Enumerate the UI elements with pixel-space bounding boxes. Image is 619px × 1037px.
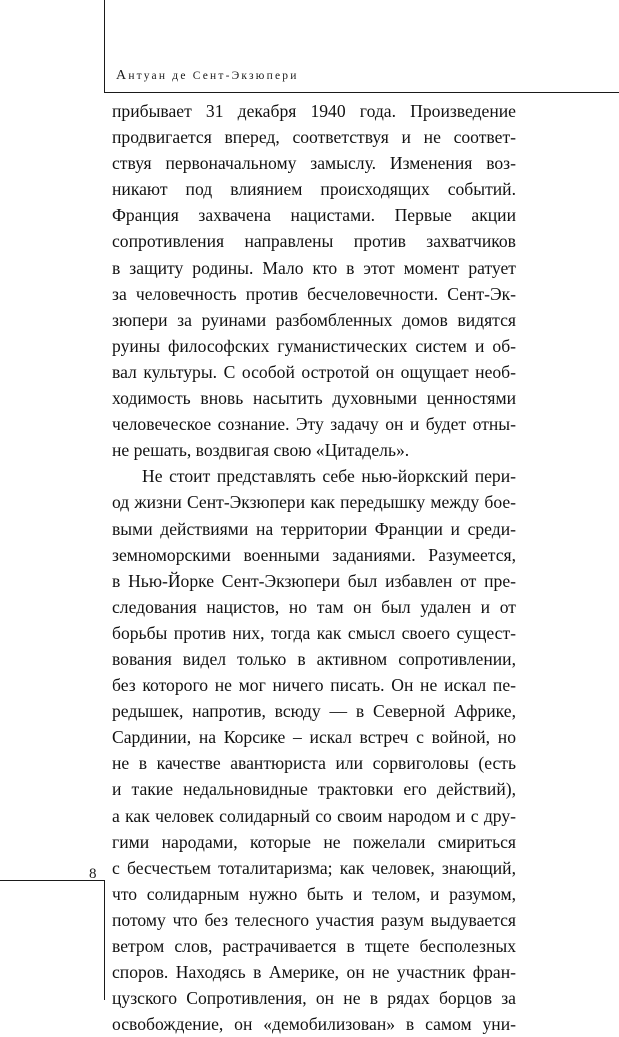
text-line: гими народами, которые не пожелали смириться: [112, 831, 516, 852]
text-line: человеческое сознание. Эту задачу он и будет отны-: [112, 414, 516, 435]
running-head: [116, 68, 299, 84]
text-line: од жизни Сент-Экзюпери как передышку между бое-: [112, 492, 516, 513]
text-line: выми действиями на территории Франции и среди-: [112, 518, 516, 539]
text-line: Сардинии, на Корсике – искал встреч с войной, но: [112, 727, 516, 748]
text-line: а как человек солидарный со своим народом и с дру-: [112, 805, 516, 826]
body-text: [112, 98, 516, 1037]
text-line: не решать, воздвигая свою «Цитадель».: [112, 440, 410, 461]
text-line: ходимость вновь насытить духовными ценностями: [112, 388, 516, 409]
text-line: не в качестве авантюриста или сорвиголовы (есть: [112, 753, 516, 774]
text-line: продвигается вперед, соответствуя и не соответ-: [112, 127, 516, 148]
text-line: цузского Сопротивления, он не в рядах борцов за: [112, 988, 516, 1009]
text-line: никают под влиянием происходящих событий.: [112, 179, 516, 200]
text-line: прибывает 31 декабря 1940 года. Произведение: [112, 101, 516, 121]
text-line: освобождение, он «демобилизован» в самом уни-: [112, 1014, 516, 1035]
text-line: зюпери за руинами разбомбленных домов видятся: [112, 309, 516, 330]
text-line: сопротивления направлены против захватчиков: [112, 231, 516, 252]
text-line: вования видел только в активном сопротивлении,: [112, 648, 516, 669]
text-line: за человечность против бесчеловечности. Сент-Эк-: [112, 283, 516, 304]
text-line: и такие недальновидные трактовки его действий),: [112, 779, 516, 800]
text-line: вал культуры. С особой остротой он ощущает необ-: [112, 361, 516, 382]
text-line: без которого не мог ничего писать. Он не искал пе-: [112, 675, 516, 696]
text-line: потому что без телесного участия разум выдувается: [112, 909, 516, 930]
text-line: ветром слов, растрачивается в тщете бесполезных: [112, 936, 516, 956]
text-line: в Нью-Йорке Сент-Экзюпери был избавлен от пре-: [112, 570, 516, 591]
text-line: с бесчестьем тоталитаризма; как человек, знающий,: [112, 857, 516, 878]
text-line: в защиту родины. Мало кто в этот момент ратует: [112, 257, 516, 278]
header-horizontal-rule: [104, 92, 619, 93]
text-line: борьбы против них, тогда как смысл своего сущест-: [112, 622, 516, 643]
folio-vertical-rule: [104, 880, 105, 1000]
header-vertical-rule: [104, 0, 105, 92]
running-head-initial: А: [116, 68, 129, 83]
page-number: 8: [89, 866, 97, 882]
running-head-rest: нтуан де Сент-Экзюпери: [128, 70, 299, 82]
text-line: Франция захвачена нацистами. Первые акции: [112, 205, 516, 226]
text-line: споров. Находясь в Америке, он не участник фран-: [112, 962, 516, 983]
text-line: руины философских гуманистических систем и об-: [112, 335, 516, 356]
text-line: Не стоит представлять себе нью-йоркский пери-: [142, 466, 516, 487]
text-line: что солидарным нужно быть и телом, и разумом,: [112, 883, 516, 904]
text-line: ствуя первоначальному замыслу. Изменения воз-: [112, 153, 516, 174]
text-line: земноморскими военными заданиями. Разумеется,: [112, 544, 516, 565]
text-line: редышек, напротив, всюду — в Северной Африке,: [112, 701, 516, 722]
text-line: следования нацистов, но там он был удален и от: [112, 596, 516, 617]
